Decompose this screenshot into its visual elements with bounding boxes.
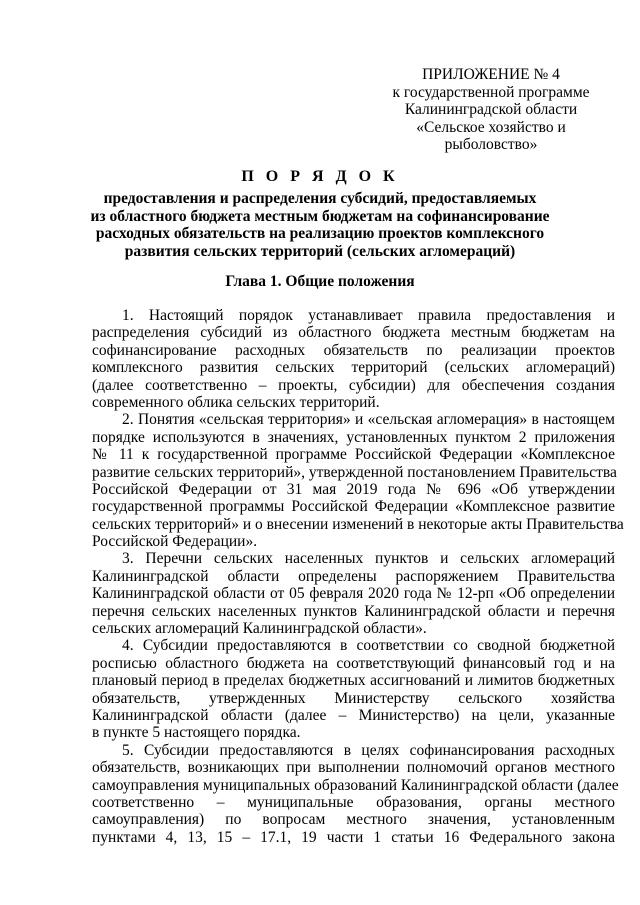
paragraph-line: Калининградской области от 05 февраля 2020 года № 12-рп «Об определении: [92, 585, 615, 603]
paragraph-line: пунктами 4, 13, 15 – 17.1, 19 части 1 статьи 16 Федерального закона: [92, 828, 615, 846]
subtitle-line: расходных обязательств на реализацию проектов комплексного: [95, 225, 545, 242]
paragraph-line: обязательств, возникающих при выполнении полномочий органов местного: [92, 759, 615, 777]
appendix-line: ПРИЛОЖЕНИЕ № 4: [422, 66, 560, 83]
subtitle-line: предоставления и распределения субсидий, предоставляемых: [103, 190, 537, 207]
paragraph-line: 2. Понятия «сельская территория» и «сельская агломерация» в настоящем: [122, 411, 615, 429]
appendix-line: рыболовство»: [444, 136, 538, 153]
chapter-heading: Глава 1. Общие положения: [225, 273, 415, 290]
paragraph-line: порядке используются в значениях, установленных пунктом 2 приложения: [92, 428, 615, 446]
document-subtitle: [90, 190, 550, 260]
paragraph-line: государственной программы Российской Федерации «Комплексное развитие: [92, 498, 615, 516]
paragraph-line: 4. Субсидии предоставляются в соответствии со сводной бюджетной: [122, 637, 615, 655]
paragraph-line: перечня сельских населенных пунктов Калининградской области и перечня: [92, 602, 615, 620]
paragraph-line: самоуправления муниципальных образований Калининградской области (далее: [92, 776, 619, 794]
paragraph-line: 1. Настоящий порядок устанавливает правила предоставления и: [122, 307, 615, 324]
paragraph-line: Калининградской области определены распоряжением Правительства: [92, 567, 615, 585]
subtitle-line: развития сельских территорий (сельских агломераций): [124, 242, 516, 260]
paragraph-line: соответственно – муниципальные образования, органы местного: [92, 793, 615, 811]
paragraph-line: Российской Федерации».: [92, 533, 258, 551]
document-body: [92, 307, 624, 846]
paragraph-line: развитие сельских территорий», утвержденной постановлением Правительства: [92, 463, 617, 481]
paragraph-line: Российской Федерации от 31 мая 2019 года № 696 «Об утверждении: [92, 480, 615, 498]
paragraph-line: софинансирование расходных обязательств по реализации проектов: [92, 341, 615, 359]
paragraph-line: плановый период в пределах бюджетных ассигнований и лимитов бюджетных: [92, 672, 615, 690]
appendix-line: к государственной программе: [392, 83, 590, 101]
paragraph-line: № 11 к государственной программе Российской Федерации «Комплексное: [92, 446, 615, 464]
paragraph-line: Калининградской области (далее – Министерство) на цели, указанные: [92, 706, 615, 724]
paragraph-line: распределения субсидий из областного бюджета местным бюджетам на: [92, 324, 615, 342]
paragraph-line: в пункте 5 настоящего порядка.: [92, 724, 301, 742]
paragraph-3: [92, 550, 615, 637]
appendix-line: «Сельское хозяйство и: [416, 118, 566, 136]
paragraph-line: 5. Субсидии предоставляются в целях софинансирования расходных: [122, 741, 615, 759]
paragraph-line: обязательств, утвержденных Министерству сельского хозяйства: [92, 689, 615, 707]
paragraph-1: [92, 307, 615, 411]
paragraph-line: сельских агломераций Калининградской области».: [92, 620, 427, 638]
paragraph-line: росписью областного бюджета на соответствующий финансовый год и на: [92, 654, 615, 672]
appendix-header: [376, 66, 606, 154]
paragraph-5: [92, 741, 619, 846]
appendix-line: Калининградской области: [404, 101, 578, 118]
paragraph-line: (далее соответственно – проекты, субсидии) для обеспечения создания: [92, 376, 615, 394]
paragraph-2: [92, 411, 624, 551]
paragraph-line: комплексного развития сельских территорий (сельских агломераций): [92, 359, 615, 377]
subtitle-line: из областного бюджета местным бюджетам на софинансирование: [90, 207, 550, 225]
paragraph-4: [92, 637, 615, 741]
paragraph-line: 3. Перечни сельских населенных пунктов и сельских агломераций: [122, 550, 615, 568]
document-title: П О Р Я Д О К: [241, 168, 399, 185]
paragraph-line: самоуправления) по вопросам местного значения, установленным: [92, 811, 615, 829]
paragraph-line: современного облика сельских территорий.: [92, 393, 380, 411]
paragraph-line: сельских территорий» и о внесении изменений в некоторые акты Правительства: [92, 515, 624, 533]
